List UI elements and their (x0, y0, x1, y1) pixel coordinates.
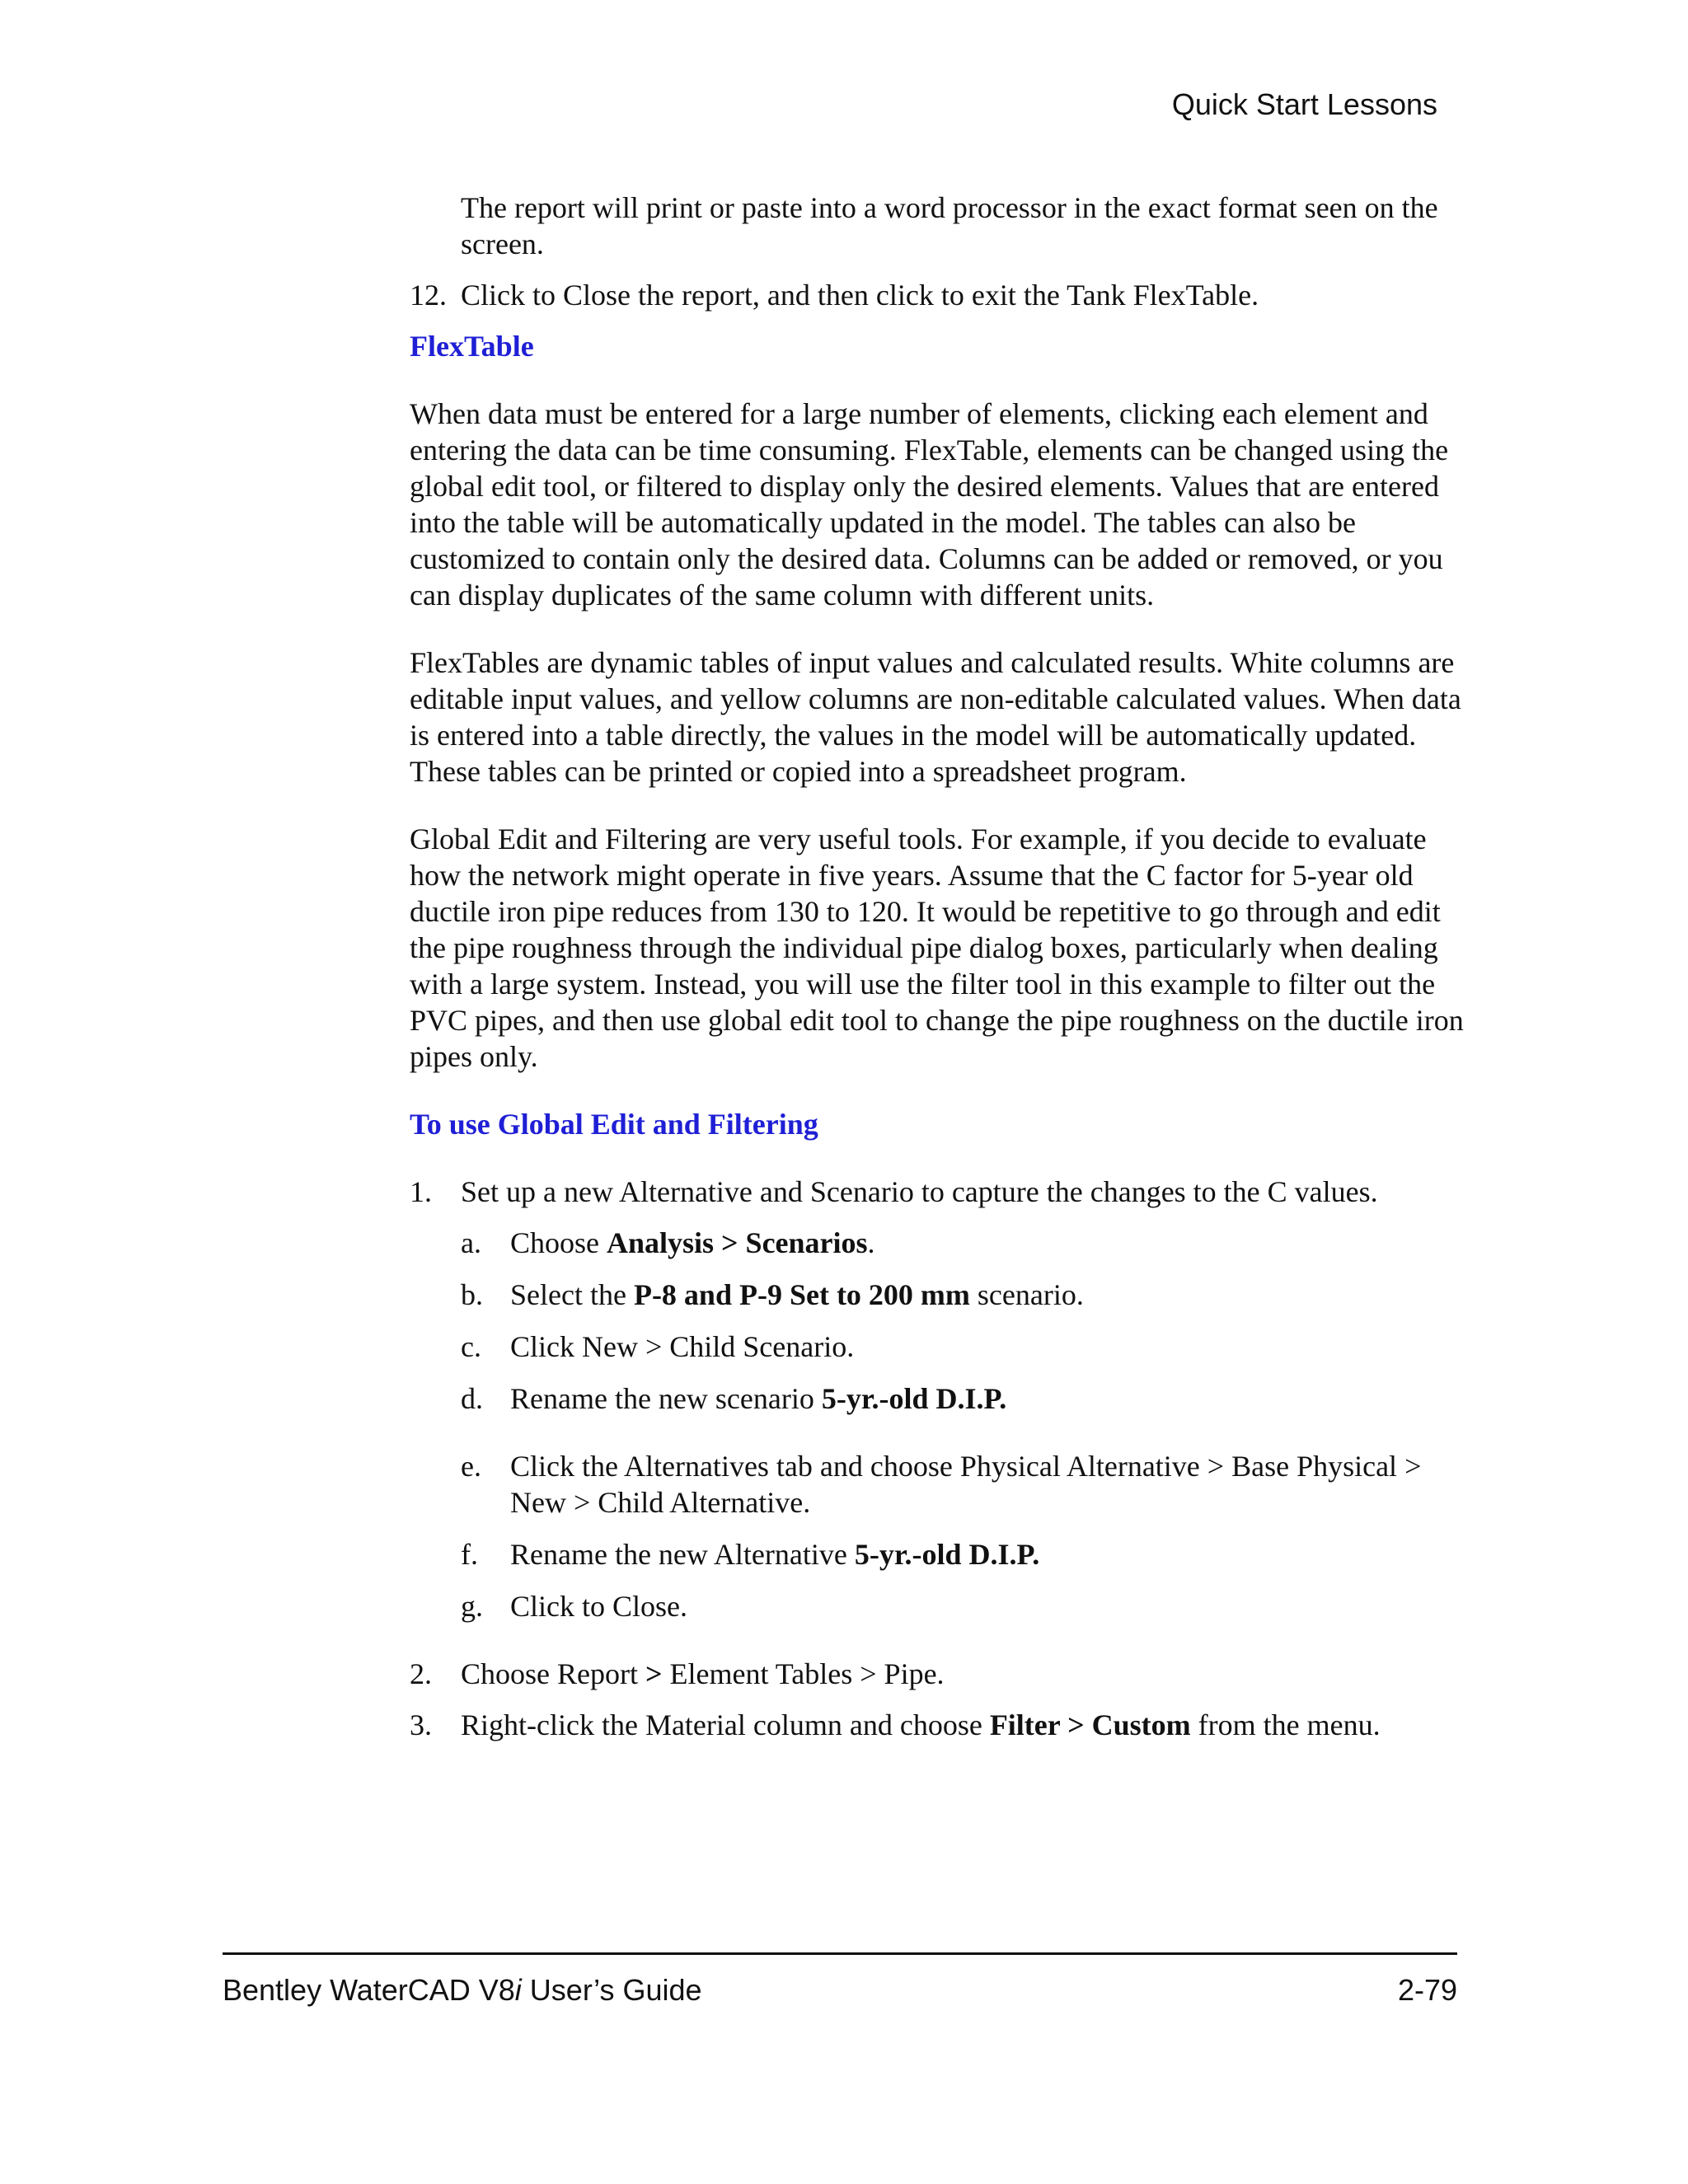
step-12 (410, 277, 1465, 313)
substep-letter: b. (461, 1278, 483, 1311)
step-text: Click to Close the report, and then click to exit the Tank FlexTable. (461, 279, 1259, 312)
substep-letter: g. (461, 1590, 483, 1623)
step-text-part: from the menu. (1190, 1708, 1381, 1741)
substep-text-part: Choose (510, 1226, 607, 1259)
substep-letter: a. (461, 1226, 481, 1259)
running-header: Quick Start Lessons (1171, 87, 1437, 121)
substep-text-part: . (867, 1226, 875, 1259)
substep-text (510, 1277, 1465, 1313)
guide-title-part: Bentley WaterCAD V8 (223, 1973, 515, 2007)
step-number: 1. (410, 1175, 432, 1208)
substep-text: Click the Alternatives tab and choose Physical Alternative > Base Physical > New > Child Alternative. (510, 1450, 1422, 1519)
step-text-part: Choose Report (461, 1657, 645, 1690)
footer-guide-title (223, 1973, 702, 2008)
substep-text-part: Rename the new Alternative (510, 1538, 855, 1571)
scenario-name: P-8 and P-9 Set to 200 mm (633, 1278, 970, 1311)
substep-letter: e. (461, 1450, 481, 1483)
continuation-paragraph: The report will print or paste into a word processor in the exact format seen on the screen. (461, 191, 1438, 260)
menu-separator: > (645, 1657, 663, 1690)
substep-b (461, 1277, 1465, 1313)
step-1 (410, 1174, 1465, 1210)
substep-text-part: scenario. (969, 1278, 1084, 1311)
substep-text: Click to Close. (510, 1590, 687, 1623)
substep-text (510, 1536, 1465, 1572)
substep-f (461, 1536, 1465, 1572)
step-3 (410, 1707, 1465, 1743)
substep-list (410, 1225, 1465, 1624)
flextable-paragraph-2: FlexTables are dynamic tables of input values and calculated results. White columns are editable input values, and yellow columns are non-editable calculated values. When data is entered into a table directly, the values in the model will be automatically updated. These tables can be printed or copied into a spreadsheet program. (410, 646, 1461, 788)
substep-text (510, 1225, 1465, 1261)
substep-g (461, 1588, 1465, 1624)
step-number: 2. (410, 1657, 432, 1690)
flextable-heading: FlexTable (410, 330, 534, 363)
menu-path: Analysis > Scenarios (607, 1226, 868, 1259)
alternative-name: 5-yr.-old D.I.P. (854, 1538, 1040, 1571)
substep-text-part: Select the (510, 1278, 634, 1311)
page-body (410, 190, 1465, 1758)
footer-divider (223, 1952, 1457, 1955)
step-number: 12. (410, 279, 447, 312)
substep-e (461, 1448, 1465, 1521)
scenario-name: 5-yr.-old D.I.P. (821, 1382, 1007, 1415)
step-text (461, 1707, 1465, 1743)
substep-letter: c. (461, 1330, 481, 1363)
flextable-paragraph-3: Global Edit and Filtering are very useful tools. For example, if you decide to evaluate how the network might operate in five years. Assume that the C factor for 5-year old ductile iron pipe reduces from 130 to 120. It would be repetitive to go through and edit the pipe roughness through the individual pipe dialog boxes, particularly when dealing with a large system. Instead, you will use the filter tool in this example to filter out the PVC pipes, and then use global edit tool to change the pipe roughness on the ductile iron pipes only. (410, 823, 1464, 1073)
substep-a (461, 1225, 1465, 1261)
step-number: 3. (410, 1708, 432, 1741)
page-number: 2-79 (1397, 1973, 1457, 2007)
step-2 (410, 1656, 1465, 1692)
step-text (461, 1656, 1465, 1692)
menu-path: Filter > Custom (989, 1708, 1191, 1741)
step-text-part: Right-click the Material column and choose (461, 1708, 990, 1741)
guide-title-italic: i (514, 1973, 522, 2007)
substep-text (510, 1380, 1465, 1417)
substep-c (461, 1329, 1465, 1365)
substep-text: Click New > Child Scenario. (510, 1330, 855, 1363)
flextable-paragraph-1: When data must be entered for a large number of elements, clicking each element and entering the data can be time consuming. FlexTable, elements can be changed using the global edit tool, or filtered to display only the desired elements. Values that are entered into the table will be automatically updated in the model. The tables can also be customized to contain only the desired data. Columns can be added or removed, or you can display duplicates of the same column with different units. (410, 397, 1449, 612)
substep-text-part: Rename the new scenario (510, 1382, 822, 1415)
step-text: Set up a new Alternative and Scenario to capture the changes to the C values. (461, 1175, 1378, 1208)
step-text-part: Element Tables > Pipe. (662, 1657, 945, 1690)
procedure-heading: To use Global Edit and Filtering (410, 1108, 818, 1141)
guide-title-part: User’s Guide (521, 1973, 702, 2007)
substep-letter: f. (461, 1538, 478, 1571)
substep-letter: d. (461, 1382, 483, 1415)
substep-d (461, 1380, 1465, 1417)
